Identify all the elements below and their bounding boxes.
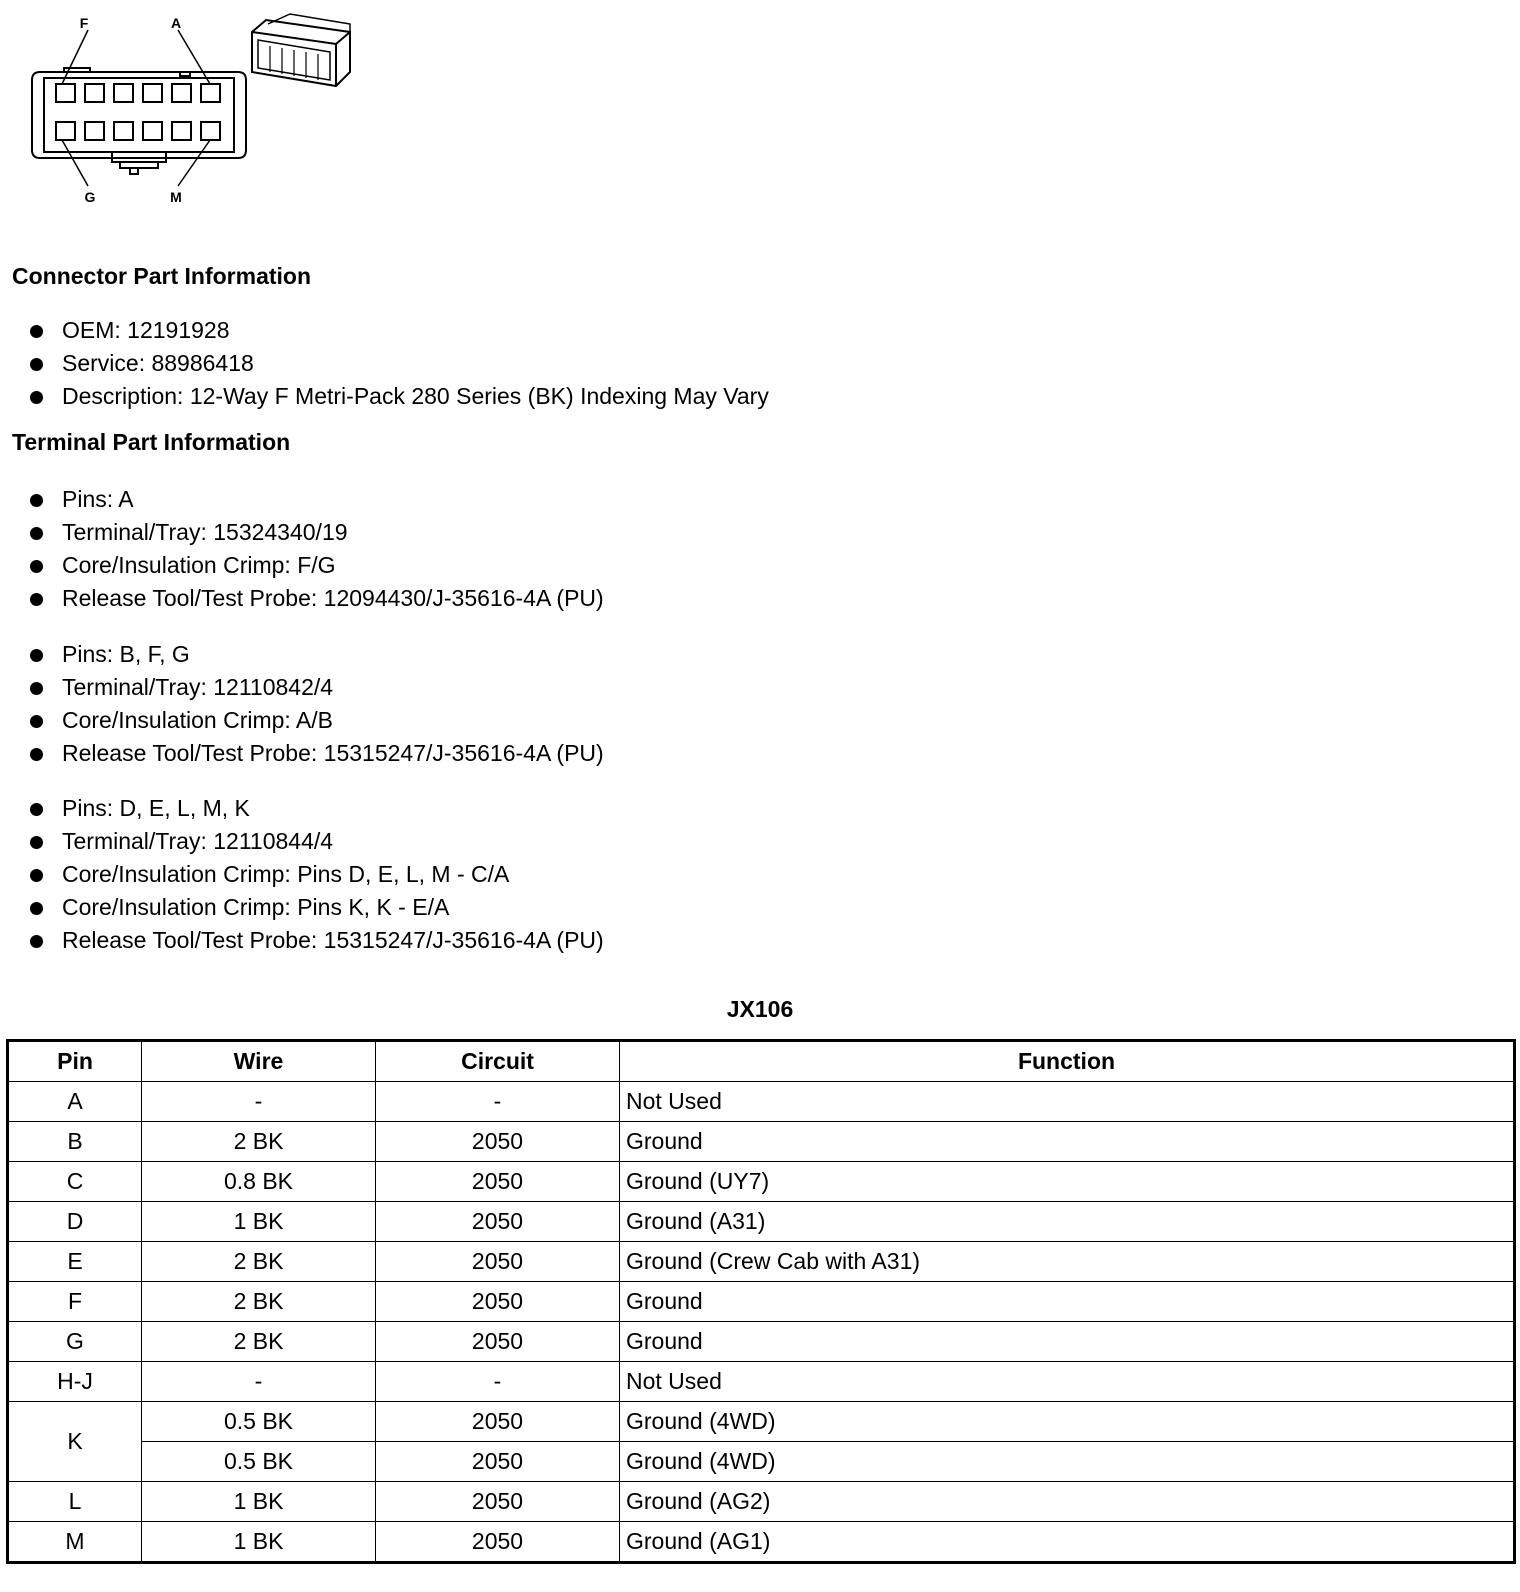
cell-function: Ground (4WD) [620, 1442, 1515, 1482]
terminal-info-heading: Terminal Part Information [12, 429, 291, 455]
cavity [201, 84, 220, 102]
cell-wire: 2 BK [142, 1282, 376, 1322]
cell-function: Ground (AG1) [620, 1522, 1515, 1563]
list-item: Pins: D, E, L, M, K [30, 792, 604, 825]
cell-circuit: 2050 [376, 1282, 620, 1322]
table-row [8, 1242, 1515, 1282]
cell-circuit: 2050 [376, 1522, 620, 1563]
table-row [8, 1322, 1515, 1362]
table-row [8, 1122, 1515, 1162]
cell-wire: 2 BK [142, 1322, 376, 1362]
cell-function: Ground (AG2) [620, 1482, 1515, 1522]
diagram-label-m: M [170, 189, 182, 205]
cell-pin: E [8, 1242, 142, 1282]
cell-pin: A [8, 1082, 142, 1122]
list-item: Core/Insulation Crimp: A/B [30, 704, 604, 737]
table-row [8, 1362, 1515, 1402]
diagram-label-a: A [170, 15, 182, 31]
cell-circuit: - [376, 1362, 620, 1402]
cell-pin: K [8, 1402, 142, 1482]
col-header-wire: Wire [142, 1041, 376, 1082]
cell-pin: C [8, 1162, 142, 1202]
cell-circuit: 2050 [376, 1162, 620, 1202]
cell-wire: 0.5 BK [142, 1402, 376, 1442]
terminal-group-2 [30, 638, 604, 770]
cavity [114, 84, 133, 102]
terminal-group-3 [30, 792, 604, 957]
cell-pin: F [8, 1282, 142, 1322]
list-item: Core/Insulation Crimp: Pins D, E, L, M - C/A [30, 858, 604, 891]
cell-function: Ground (UY7) [620, 1162, 1515, 1202]
connector-3d-view [252, 14, 350, 86]
cavity [172, 84, 191, 102]
list-item: Core/Insulation Crimp: Pins K, K - E/A [30, 891, 604, 924]
cell-wire: 2 BK [142, 1122, 376, 1162]
table-row [8, 1282, 1515, 1322]
col-header-function: Function [620, 1041, 1515, 1082]
list-item: Terminal/Tray: 12110844/4 [30, 825, 604, 858]
terminal-group-1 [30, 483, 604, 615]
list-item: OEM: 12191928 [30, 314, 769, 347]
connector-diagram [0, 0, 380, 220]
diagram-label-f: F [79, 15, 89, 31]
cell-wire: - [142, 1362, 376, 1402]
cell-wire: - [142, 1082, 376, 1122]
cell-function: Ground (4WD) [620, 1402, 1515, 1442]
cavity [56, 122, 75, 140]
cell-function: Ground [620, 1122, 1515, 1162]
cell-wire: 1 BK [142, 1522, 376, 1563]
list-item: Terminal/Tray: 15324340/19 [30, 516, 604, 549]
cell-pin: L [8, 1482, 142, 1522]
list-item: Release Tool/Test Probe: 12094430/J-35616-4A (PU) [30, 582, 604, 615]
cavity [56, 84, 75, 102]
connector-info-list [30, 314, 769, 413]
cell-wire: 2 BK [142, 1242, 376, 1282]
table-row [8, 1162, 1515, 1202]
cavity [143, 84, 162, 102]
connector-info-heading: Connector Part Information [12, 263, 312, 289]
table-row [8, 1482, 1515, 1522]
pinout-table [6, 1039, 1516, 1564]
table-row [8, 1082, 1515, 1122]
cell-function: Not Used [620, 1082, 1515, 1122]
col-header-circuit: Circuit [376, 1041, 620, 1082]
cell-function: Not Used [620, 1362, 1515, 1402]
list-item: Terminal/Tray: 12110842/4 [30, 671, 604, 704]
col-header-pin: Pin [8, 1041, 142, 1082]
cell-circuit: - [376, 1082, 620, 1122]
list-item: Core/Insulation Crimp: F/G [30, 549, 604, 582]
table-row [8, 1402, 1515, 1442]
list-item: Release Tool/Test Probe: 15315247/J-35616-4A (PU) [30, 924, 604, 957]
table-row [8, 1442, 1515, 1482]
list-item: Pins: A [30, 483, 604, 516]
cell-pin: G [8, 1322, 142, 1362]
cell-wire: 1 BK [142, 1202, 376, 1242]
cell-wire: 0.5 BK [142, 1442, 376, 1482]
cell-circuit: 2050 [376, 1482, 620, 1522]
cavity [85, 122, 104, 140]
cavity [172, 122, 191, 140]
cell-circuit: 2050 [376, 1202, 620, 1242]
list-item: Pins: B, F, G [30, 638, 604, 671]
list-item: Description: 12-Way F Metri-Pack 280 Series (BK) Indexing May Vary [30, 380, 769, 413]
diagram-label-g: G [84, 189, 96, 205]
cell-circuit: 2050 [376, 1402, 620, 1442]
cell-function: Ground (A31) [620, 1202, 1515, 1242]
cell-circuit: 2050 [376, 1122, 620, 1162]
cell-circuit: 2050 [376, 1322, 620, 1362]
cell-pin: H-J [8, 1362, 142, 1402]
cavity [114, 122, 133, 140]
table-header-row [8, 1041, 1515, 1082]
cavity [85, 84, 104, 102]
cavity [143, 122, 162, 140]
cell-wire: 0.8 BK [142, 1162, 376, 1202]
list-item: Release Tool/Test Probe: 15315247/J-35616-4A (PU) [30, 737, 604, 770]
table-row [8, 1522, 1515, 1563]
cell-pin: B [8, 1122, 142, 1162]
list-item: Service: 88986418 [30, 347, 769, 380]
table-row [8, 1202, 1515, 1242]
cell-pin: D [8, 1202, 142, 1242]
cell-function: Ground (Crew Cab with A31) [620, 1242, 1515, 1282]
table-title: JX106 [726, 996, 794, 1022]
cell-circuit: 2050 [376, 1442, 620, 1482]
cell-function: Ground [620, 1282, 1515, 1322]
cell-circuit: 2050 [376, 1242, 620, 1282]
cell-function: Ground [620, 1322, 1515, 1362]
cell-pin: M [8, 1522, 142, 1563]
cell-wire: 1 BK [142, 1482, 376, 1522]
cavity [201, 122, 220, 140]
